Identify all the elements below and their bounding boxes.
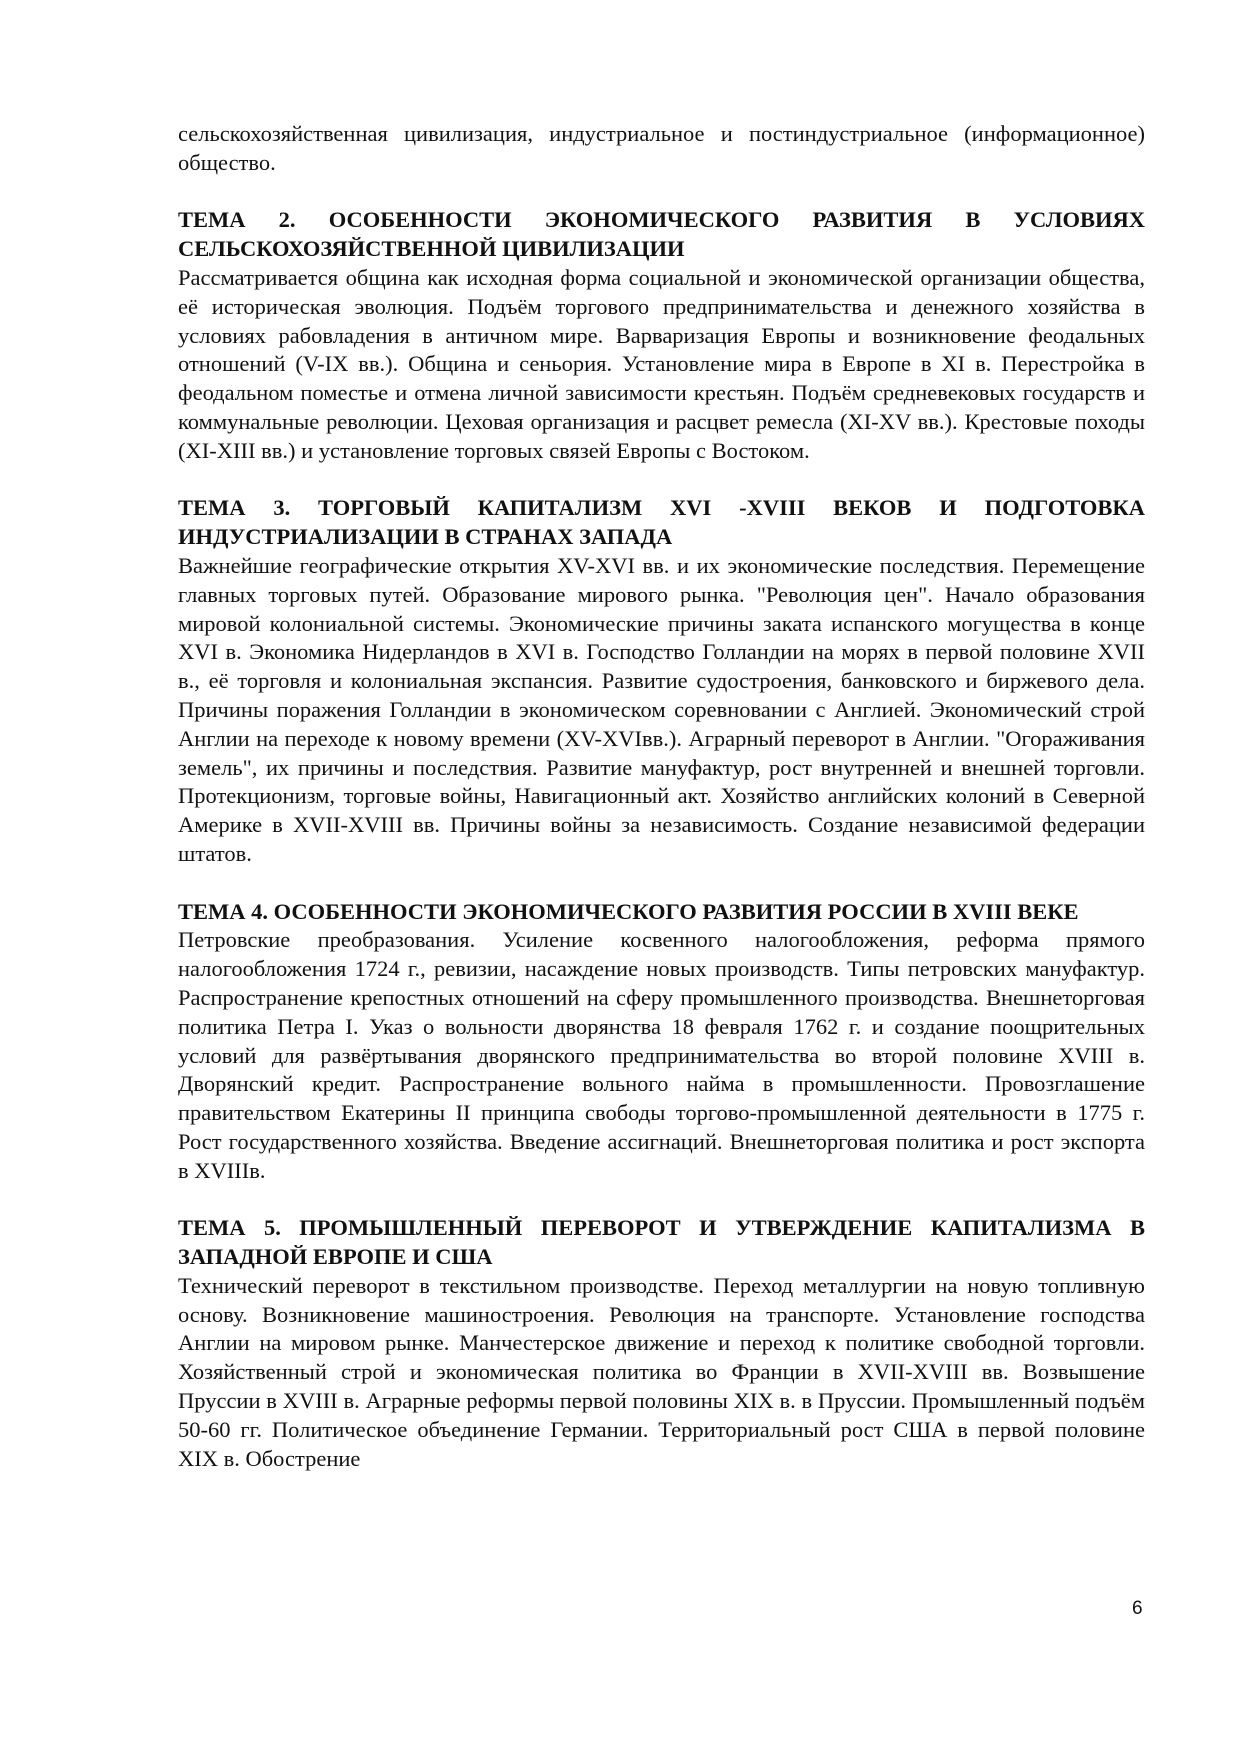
section-title-topic-4: ТЕМА 4. ОСОБЕННОСТИ ЭКОНОМИЧЕСКОГО РАЗВИТИЯ РОССИИ В XVIII ВЕКЕ (178, 898, 1079, 924)
document-page (178, 120, 1145, 1473)
section-body-topic-3: Важнейшие географические открытия XV-XVI вв. и их экономические последствия. Перемещение главных торговых путей. Образование мирового рынка. "Революция цен". Начало образования мировой колониальной системы. Экономические причины заката испанского могущества в конце XVI в. Экономика Нидерландов в XVI в. Господство Голландии на морях в первой половине XVII в., её торговля и колониальная экспансия. Развитие судостроения, банковского и биржевого дела. Причины поражения Голландии в экономическом соревновании с Англией. Экономический строй Англии на переходе к новому времени (XV-XVIвв.). Аграрный переворот в Англии. "Огораживания земель", их причины и последствия. Развитие мануфактур, рост внутренней и внешней торговли. Протекционизм, торговые войны, Навигационный акт. Хозяйство английских колоний в Северной Америке в XVII-XVIII вв. Причины войны за независимость. Создание независимой федерации штатов. (178, 552, 1145, 866)
section-topic-2 (178, 206, 1145, 465)
section-topic-4 (178, 898, 1145, 1186)
section-title-topic-2: ТЕМА 2. ОСОБЕННОСТИ ЭКОНОМИЧЕСКОГО РАЗВИТИЯ В УСЛОВИЯХ СЕЛЬСКОХОЗЯЙСТВЕННОЙ ЦИВИЛИЗАЦИИ (178, 207, 1145, 262)
page-number: 6 (1132, 1598, 1143, 1619)
section-title-topic-5: ТЕМА 5. ПРОМЫШЛЕННЫЙ ПЕРЕВОРОТ И УТВЕРЖДЕНИЕ КАПИТАЛИЗМА В ЗАПАДНОЙ ЕВРОПЕ И США (178, 1215, 1145, 1270)
section-body-topic-5: Технический переворот в текстильном производстве. Переход металлургии на новую топливную основу. Возникновение машиностроения. Революция на транспорте. Установление господства Англии на мировом рынке. Манчестерское движение и переход к политике свободной торговли. Хозяйственный строй и экономическая политика во Франции в XVII-XVIII вв. Возвышение Пруссии в XVIII в. Аграрные реформы первой половины XIX в. в Пруссии. Промышленный подъём 50-60 гг. Политическое объединение Германии. Территориальный рост США в первой половине XIX в. Обострение (178, 1272, 1145, 1471)
intro-paragraph: сельскохозяйственная цивилизация, индустриальное и постиндустриальное (информационное) общество. (178, 121, 1145, 175)
section-topic-3 (178, 494, 1145, 868)
section-body-topic-4: Петровские преобразования. Усиление косвенного налогообложения, реформа прямого налогообложения 1724 г., ревизии, насаждение новых производств. Типы петровских мануфактур. Распространение крепостных отношений на сферу промышленного производства. Внешнеторговая политика Петра I. Указ о вольности дворянства 18 февраля 1762 г. и создание поощрительных условий для развёртывания дворянского предпринимательства во второй половине XVIII в. Дворянский кредит. Распространение вольного найма в промышленности. Провозглашение правительством Екатерины II принципа свободы торгово-промышленной деятельности в 1775 г. Рост государственного хозяйства. Введение ассигнаций. Внешнеторговая политика и рост экспорта в XVIIIв. (178, 927, 1145, 1183)
section-body-topic-2: Рассматривается община как исходная форма социальной и экономической организации общества, её историческая эволюция. Подъём торгового предпринимательства и денежного хозяйства в условиях рабовладения в античном мире. Варваризация Европы и возникновение феодальных отношений (V-IX вв.). Община и сеньория. Установление мира в Европе в XI в. Перестройка в феодальном поместье и отмена личной зависимости крестьян. Подъём средневековых государств и коммунальные революции. Цеховая организация и расцвет ремесла (XI-XV вв.). Крестовые походы (XI-XIII вв.) и установление торговых связей Европы с Востоком. (178, 264, 1145, 463)
section-title-topic-3: ТЕМА 3. ТОРГОВЫЙ КАПИТАЛИЗМ XVI -XVIII ВЕКОВ И ПОДГОТОВКА ИНДУСТРИАЛИЗАЦИИ В СТРАНАХ ЗАПАДА (178, 495, 1145, 550)
section-topic-5 (178, 1214, 1145, 1473)
